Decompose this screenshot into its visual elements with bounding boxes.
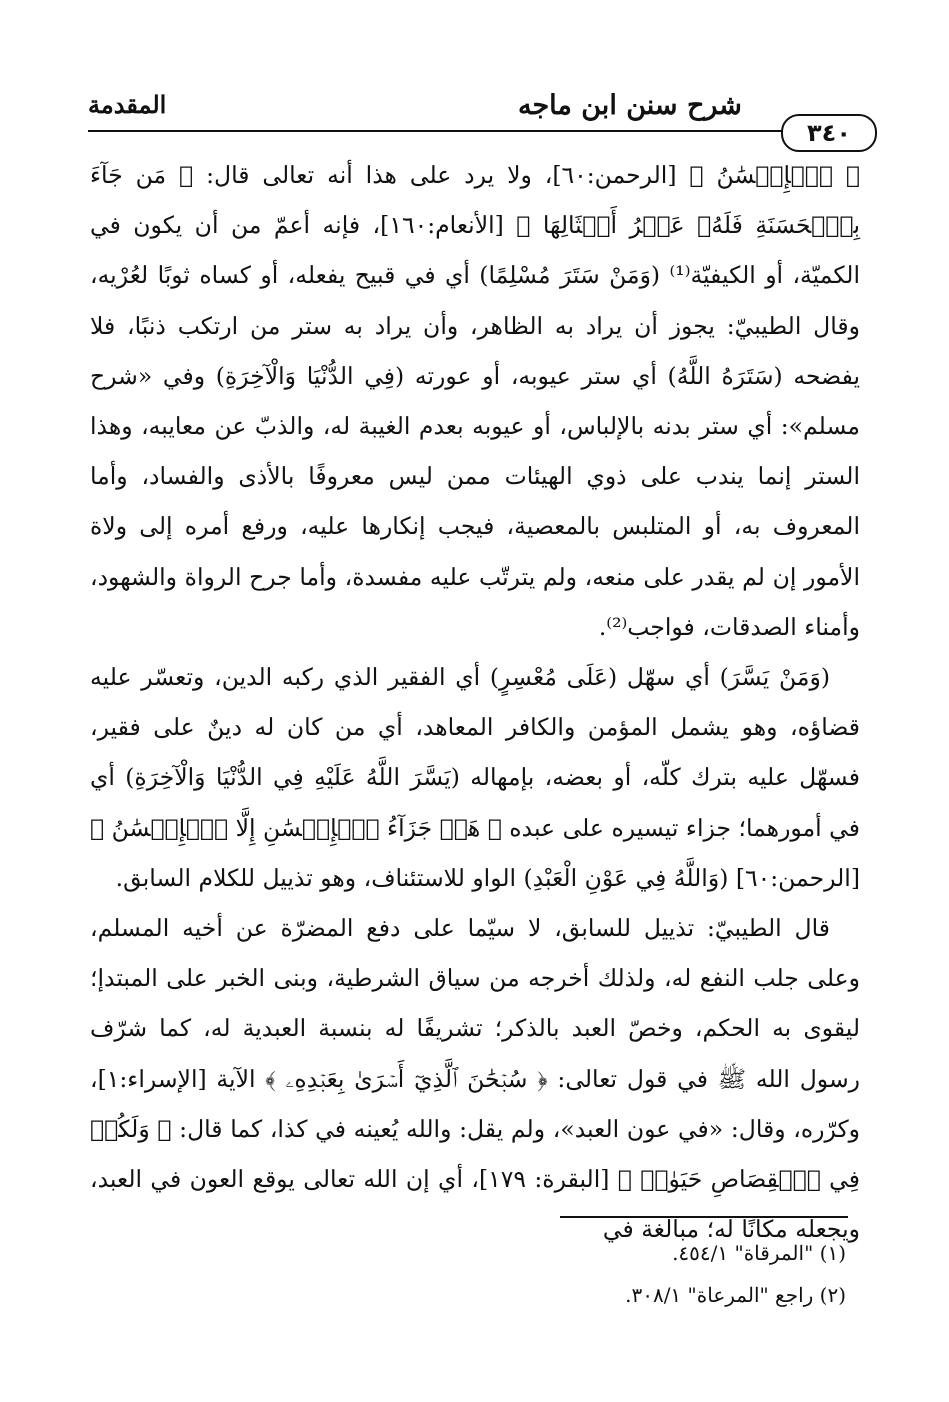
footnote-2: (٢) راجع "المرعاة" ٣٠٨/١. bbox=[625, 1283, 846, 1307]
paragraph-1: ﴿ ٱلۡإِحۡسَٰنُ ﴾ [الرحمن:٦٠]، ولا يرد على هذا أنه تعالى قال: ﴿ مَن جَآءَ بِٱلۡحَسَنَةِ فَلَهُۥ عَشۡرُ أَمۡثَالِهَا ﴾ [الأنعام:١٦٠]، فإنه أعمّ من أن يكون في الكميّة، أو الكيفيّة⁽¹⁾ (وَمَنْ سَتَرَ مُسْلِمًا) أي في قبيح يفعله، أو كساه ثوبًا لعُرْيه، وقال الطيبيّ: يجوز أن يراد به الظاهر، وأن يراد به ستر من ارتكب ذنبًا، فلا يفضحه (سَتَرَهُ اللَّهُ) أي ستر عيوبه، أو عورته (فِي الدُّنْيَا وَالْآخِرَةِ) وفي «شرح مسلم»: أي ستر بدنه بالإلباس، أو عيوبه بعدم الغيبة له، والذبّ عن معايبه، وهذا الستر إنما يندب على ذوي الهيئات ممن ليس معروفًا بالأذى والفساد، وأما المعروف به، أو المتلبس بالمعصية، فيجب إنكارها عليه، ورفع أمره إلى ولاة الأمور إن لم يقدر على منعه، ولم يترتّب عليه مفسدة، وأما جرح الرواة والشهود، وأمناء الصدقات، فواجب⁽²⁾. bbox=[90, 161, 860, 641]
book-title: شرح سنن ابن ماجه bbox=[518, 90, 742, 121]
footnotes bbox=[300, 1232, 846, 1316]
header-rule bbox=[88, 130, 783, 132]
page-number: ٣٤٠ bbox=[781, 114, 877, 152]
paragraph-3: قال الطيبيّ: تذييل للسابق، لا سيّما على دفع المضرّة عن أخيه المسلم، وعلى جلب النفع له، ولذلك أخرجه من سياق الشرطية، وبنى الخبر على المبتدإ؛ ليقوى به الحكم، وخصّ العبد بالذكر؛ تشريفًا له بنسبة العبدية له، كما شرّف رسول الله ﷺ في قول تعالى: ﴿ سُبۡحَٰنَ ٱلَّذِيٓ أَسۡرَىٰ بِعَبۡدِهِۦ ﴾ الآية [الإسراء:١]، وكرّره، وقال: «في عون العبد»، ولم يقل: والله يُعينه في كذا، كما قال: ﴿ وَلَكُمۡ فِي ٱلۡقِصَاصِ حَيَوٰةٞ ﴾ [البقرة: ١٧٩]، أي إن الله تعالى يوقع العون في العبد، ويجعله مكانًا له؛ مبالغة في bbox=[90, 914, 860, 1244]
page-header bbox=[88, 78, 878, 148]
footnote-separator bbox=[560, 1216, 848, 1218]
section-title: المقدمة bbox=[88, 90, 167, 119]
paragraph-2: (وَمَنْ يَسَّرَ) أي سهّل (عَلَى مُعْسِرٍ) أي الفقير الذي ركبه الدين، وتعسّر عليه قضاؤه، وهو يشمل المؤمن والكافر المعاهد، أي من كان له دينٌ على فقير، فسهّل عليه بترك كلّه، أو بعضه، بإمهاله (يَسَّرَ اللَّهُ عَلَيْهِ فِي الدُّنْيَا وَالْآخِرَةِ) أي في أمورهما؛ جزاء تيسيره على عبده ﴿ هَلۡ جَزَآءُ ٱلۡإِحۡسَٰنِ إِلَّا ٱلۡإِحۡسَٰنُ ﴾ [الرحمن:٦٠] (وَاللَّهُ فِي عَوْنِ الْعَبْدِ) الواو للاستئناف، وهو تذييل للكلام السابق. bbox=[90, 663, 860, 892]
main-text bbox=[90, 150, 860, 1254]
footnote-1: (١) "المرقاة" ٤٥٤/١. bbox=[672, 1241, 846, 1265]
